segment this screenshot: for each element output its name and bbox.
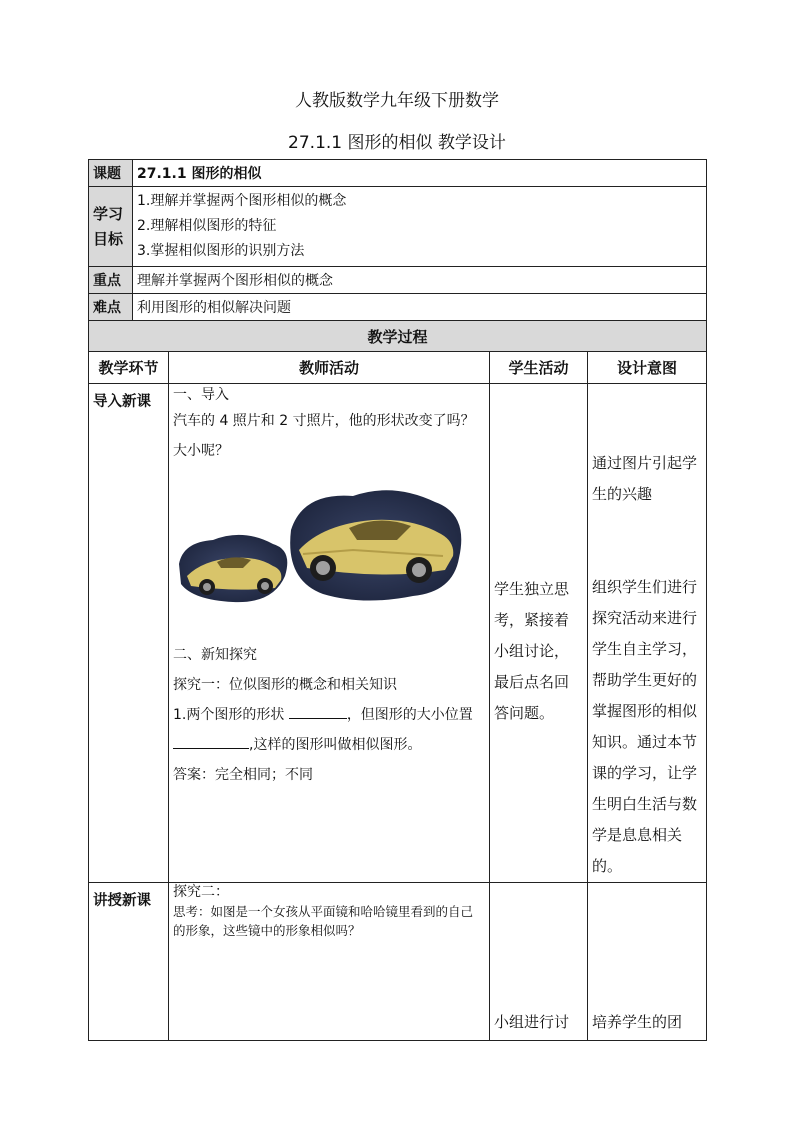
- key-label: 重点: [89, 267, 133, 294]
- small-car-icon: [179, 535, 287, 602]
- goals-label: 学习 目标: [89, 187, 133, 267]
- topic-value: 27.1.1 图形的相似: [133, 160, 707, 187]
- teacher-activity-intro: [169, 384, 490, 883]
- large-car-icon: [290, 490, 461, 600]
- intro-row: [89, 384, 707, 883]
- document-title: 人教版数学九年级下册数学: [295, 91, 499, 111]
- column-intent: 设计意图: [588, 352, 707, 384]
- answer-text: 答案：完全相同；不同: [173, 767, 313, 783]
- process-title: 教学过程: [89, 321, 707, 352]
- answer-blank: [289, 704, 347, 719]
- mirror-question: 思考：如图是一个女孩从平面镜和哈哈镜里看到的自己的形象，这些镜中的形象相似吗？: [173, 904, 474, 938]
- column-teacher: 教师活动: [169, 352, 490, 384]
- explore-heading: 二、新知探究: [173, 647, 257, 663]
- intent-explore: 组织学生们进行探究活动来进行学生自主学习，帮助学生更好的掌握图形的相似知识。通过本节课的学习，让学生明白生活与数学是息息相关的。: [592, 578, 698, 875]
- goal-item: 2.理解相似图形的特征: [137, 218, 277, 234]
- intro-question: 汽车的 4 照片和 2 寸照片，他的形状改变了吗？大小呢？: [173, 413, 475, 459]
- difficult-label: 难点: [89, 294, 133, 321]
- car-image: [173, 484, 473, 634]
- fill-blank-question: 1.两个图形的形状 ，但图形的大小位置 ,这样的图形叫做相似图形。: [173, 700, 485, 760]
- explore-two: 探究二：: [173, 884, 229, 900]
- design-intent-new: 培养学生的团: [588, 883, 707, 1041]
- difficult-row: [89, 294, 707, 321]
- column-stage: 教学环节: [89, 352, 169, 384]
- goal-item: 3.掌握相似图形的识别方法: [137, 243, 305, 259]
- explore-one: 探究一：位似图形的概念和相关知识: [173, 677, 397, 693]
- goal-item: 1.理解并掌握两个图形相似的概念: [137, 193, 347, 209]
- document-subtitle: 27.1.1 图形的相似 教学设计: [288, 133, 506, 153]
- process-header-row: [89, 352, 707, 384]
- goals-row: [89, 187, 707, 267]
- stage-new-lesson: 讲授新课: [89, 883, 169, 1041]
- student-activity-new: 小组进行讨: [490, 883, 588, 1041]
- lesson-plan-table: [88, 159, 707, 1041]
- teacher-activity-new: [169, 883, 490, 1041]
- stage-intro: 导入新课: [89, 384, 169, 883]
- process-title-row: [89, 321, 707, 352]
- answer-blank: [173, 734, 249, 749]
- new-lesson-row: [89, 883, 707, 1041]
- column-student: 学生活动: [490, 352, 588, 384]
- intent-interest: 通过图片引起学生的兴趣: [592, 454, 698, 503]
- car-photos: [173, 484, 485, 634]
- intro-heading: 一、导入: [173, 387, 229, 403]
- topic-label: 课题: [89, 160, 133, 187]
- student-activity-intro: 学生独立思考，紧接着小组讨论，最后点名回答问题。: [490, 384, 588, 883]
- goals-list: [133, 187, 707, 267]
- topic-row: [89, 160, 707, 187]
- difficult-value: 利用图形的相似解决问题: [133, 294, 707, 321]
- key-value: 理解并掌握两个图形相似的概念: [133, 267, 707, 294]
- key-row: [89, 267, 707, 294]
- design-intent-intro: [588, 384, 707, 883]
